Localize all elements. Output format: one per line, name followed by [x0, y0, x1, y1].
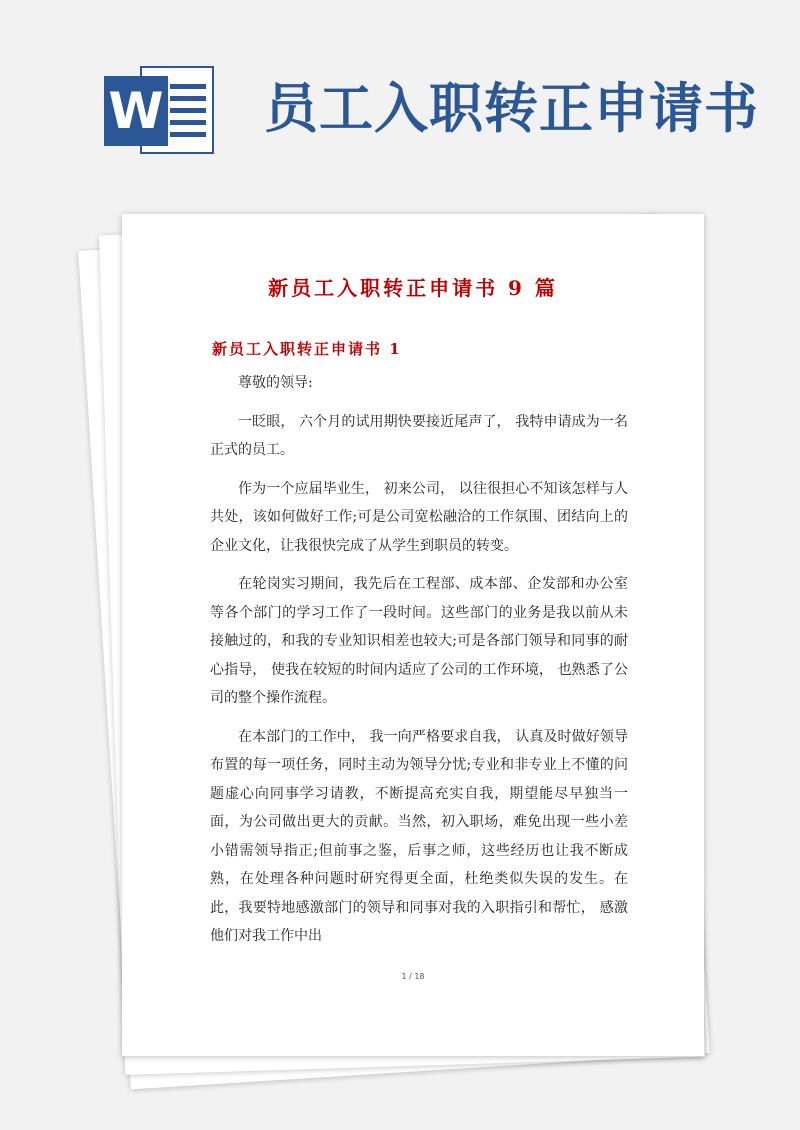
- word-logo-letter: W: [104, 76, 168, 146]
- word-line: [170, 120, 206, 125]
- page-number: 1 / 18: [401, 972, 425, 981]
- header-title: 员工入职转正申请书: [264, 77, 759, 140]
- paragraph: 在轮岗实习期间，我先后在工程部、成本部、企发部和办公室等各个部门的学习工作了一段时间。这些部门的业务是我以前从未接触过的，和我的专业知识相差也较大;可是各部门领导和同事的耐心指导， 使我在较短的时间内适应了公司的工作环境， 也熟悉了公司的整个操作流程。: [210, 576, 628, 706]
- paragraph: 在本部门的工作中， 我一向严格要求自我， 认真及时做好领导布置的每一项任务，同时主动为领导分忧;专业和非专业上不懂的问题虚心向同事学习请教，不断提高充实自我，期望能尽早独当一面，为公司做出更大的贡献。当然，初入职场，难免出现一些小差小错需领导指正;但前事之鉴，后事之师，这些经历也让我不断成熟，在处理各种问题时研究得更全面，杜绝类似失误的发生。在此，我要特地感激部门的领导和同事对我的入职指引和帮忙， 感激他们对我工作中出: [210, 728, 628, 944]
- paragraph: 一眨眼， 六个月的试用期快要接近尾声了， 我特申请成为一名正式的员工。: [210, 413, 628, 458]
- header: [0, 0, 800, 200]
- document-body: [210, 369, 628, 961]
- section-title: 新员工入职转正申请书 1: [212, 340, 402, 358]
- document-page: [122, 214, 704, 1056]
- word-document-icon: [104, 62, 216, 158]
- word-line: [170, 132, 206, 137]
- document-title: 新员工入职转正申请书 9 篇: [268, 276, 558, 300]
- paragraph: 作为一个应届毕业生， 初来公司， 以往很担心不知该怎样与人共处，该如何做好工作;可是公司宽松融洽的工作氛围、团结向上的企业文化，让我很快完成了从学生到职员的转变。: [210, 480, 628, 554]
- word-line: [170, 96, 206, 101]
- word-line: [170, 84, 206, 89]
- salutation: 尊敬的领导:: [238, 375, 313, 391]
- word-line: [170, 108, 206, 113]
